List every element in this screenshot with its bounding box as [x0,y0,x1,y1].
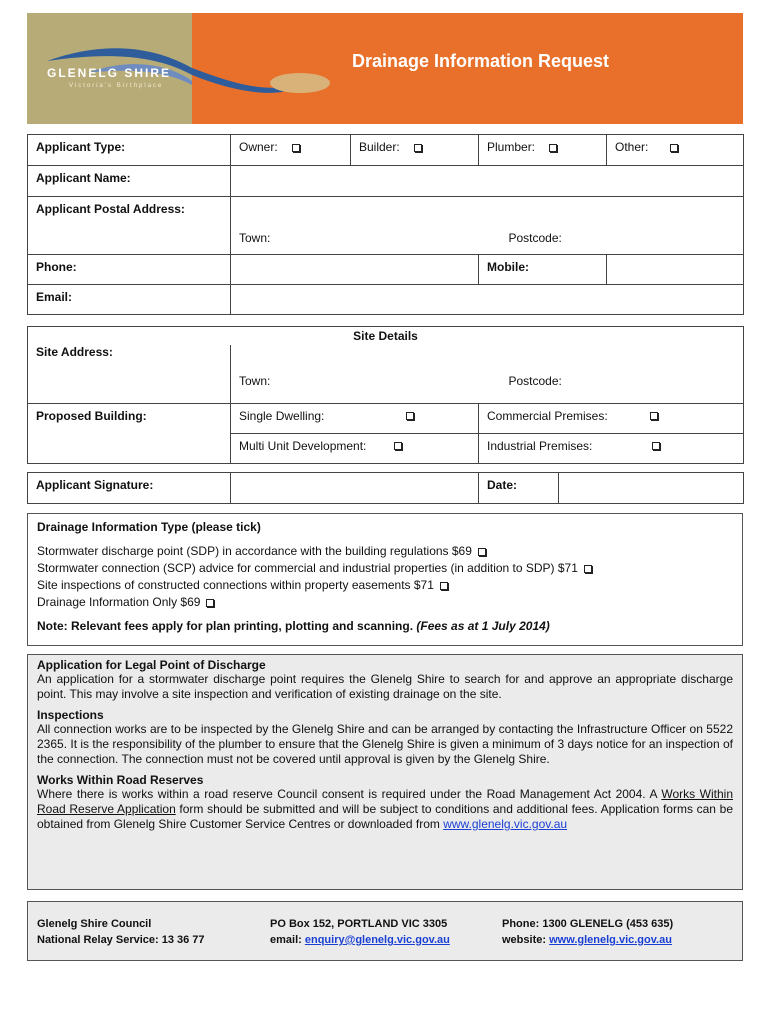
drainage-type-box [27,513,743,646]
multi-unit-option[interactable] [231,433,479,463]
single-dwelling-option[interactable] [231,403,479,433]
commercial-label: Commercial Premises: [487,408,608,423]
inspections-heading: Inspections [37,708,104,722]
applicant-table [27,134,744,315]
footer-email: email: enquiry@glenelg.vic.gov.au [270,934,450,946]
email-label: Email: [28,285,231,315]
information-box [27,654,743,890]
mobile-label: Mobile: [479,255,607,285]
site-town-label: Town: [239,374,271,388]
mobile-field[interactable] [607,255,744,285]
owner-label: Owner: [239,140,278,154]
plumber-label: Plumber: [487,140,536,154]
plumber-checkbox[interactable] [549,144,557,152]
site-details-heading: Site Details [28,327,744,346]
postal-postcode-field[interactable] [479,226,744,255]
lpd-text: An application for a stormwater discharge point requires the Glenelg Shire to search for and approve an appropriate discharge point. This may involve a site inspection and verification of existing drainage on the site. [37,672,733,701]
drainage-type-title: Drainage Information Type (please tick) [37,520,261,534]
site-address-label: Site Address: [28,345,231,365]
lpd-heading: Application for Legal Point of Discharge [37,658,266,672]
signature-field[interactable] [231,473,479,504]
drainage-item-info-only[interactable]: Drainage Information Only $69 [37,595,733,609]
sdp-checkbox[interactable] [478,548,486,556]
builder-checkbox[interactable] [414,144,422,152]
single-dwelling-label: Single Dwelling: [239,408,325,423]
postal-postcode-label: Postcode: [508,230,562,245]
site-town-field[interactable] [231,365,479,403]
footer-contact-col [270,916,450,948]
single-dwelling-checkbox[interactable] [406,412,414,420]
other-option[interactable] [607,135,744,166]
scp-checkbox[interactable] [584,565,592,573]
relay-service: National Relay Service: 13 36 77 [37,934,205,946]
website-link[interactable]: www.glenelg.vic.gov.au [443,817,568,831]
site-details-table [27,326,744,464]
wave-extension-icon [192,13,332,124]
industrial-label: Industrial Premises: [487,438,593,453]
phone-field[interactable] [231,255,479,285]
applicant-name-label: Applicant Name: [28,166,231,197]
site-address-field[interactable] [231,345,744,365]
po-box: PO Box 152, PORTLAND VIC 3305 [270,918,448,930]
info-only-checkbox[interactable] [206,599,214,607]
logo-name: GLENELG SHIRE [47,66,172,80]
logo-tagline: Victoria's Birthplace [69,83,164,89]
glenelg-logo [27,13,192,124]
drainage-item-scp[interactable]: Stormwater connection (SCP) advice for commercial and industrial properties (in addition to SDP) $71 [37,561,733,575]
drainage-item-sdp[interactable]: Stormwater discharge point (SDP) in accordance with the building regulations $69 [37,544,733,558]
footer-phone: Phone: 1300 GLENELG (453 635) [502,918,674,930]
drainage-item-inspection[interactable]: Site inspections of constructed connections within property easements $71 [37,578,733,592]
applicant-type-label: Applicant Type: [28,135,231,166]
fees-note: Note: Relevant fees apply for plan printing, plotting and scanning. (Fees as at 1 July 2014) [37,619,550,633]
other-checkbox[interactable] [670,144,678,152]
email-field[interactable] [231,285,744,315]
header-banner [192,13,743,124]
page-title: Drainage Information Request [352,51,610,71]
inspections-text: All connection works are to be inspected by the Glenelg Shire and can be arranged by contacting the Infrastructure Officer on 5522 2365. It is the responsibility of the plumber to ensure that the Glenelg Shire is given a minimum of 3 days notice for an inspection of the connection. The connection must not be covered until approval is given by the Glenelg Shire. [37,722,733,766]
signature-label: Applicant Signature: [28,473,231,504]
commercial-checkbox[interactable] [650,412,658,420]
postal-address-field[interactable] [231,197,744,226]
other-label: Other: [615,140,649,154]
road-reserves-heading: Works Within Road Reserves [37,773,204,787]
footer-website: website: www.glenelg.vic.gov.au [502,934,672,946]
applicant-name-field[interactable] [231,166,744,197]
page-header [27,13,743,124]
footer [27,901,743,961]
multi-unit-checkbox[interactable] [394,442,402,450]
footer-website-link[interactable]: www.glenelg.vic.gov.au [549,934,672,946]
postal-town-label: Town: [239,230,271,245]
inspection-checkbox[interactable] [440,582,448,590]
plumber-option[interactable] [479,135,607,166]
commercial-option[interactable] [479,403,744,433]
builder-label: Builder: [359,140,400,154]
site-postcode-field[interactable] [479,365,744,403]
owner-option[interactable] [231,135,351,166]
signature-table [27,472,744,504]
date-field[interactable] [559,473,744,504]
industrial-option[interactable] [479,433,744,463]
date-label: Date: [479,473,559,504]
industrial-checkbox[interactable] [652,442,660,450]
postal-town-field[interactable] [231,226,479,255]
road-reserves-text: Where there is works within a road reserve Council consent is required under the Road Management Act 2004. A Works Within Road Reserve Application form should be submitted and will be subject to conditions and additional fees. Application forms can be obtained from Glenelg Shire Customer Service Centres or downloaded from www.glenelg.vic.gov.au [37,787,733,831]
postal-address-label: Applicant Postal Address: [28,197,231,226]
owner-checkbox[interactable] [292,144,300,152]
proposed-building-label: Proposed Building: [28,403,231,433]
phone-label: Phone: [28,255,231,285]
multi-unit-label: Multi Unit Development: [239,438,367,453]
council-name: Glenelg Shire Council [37,918,152,930]
road-reserve-form-link[interactable]: Works Within Road Reserve Application [37,787,733,816]
footer-council-col [37,916,205,948]
site-postcode-label: Postcode: [508,374,562,388]
footer-phone-col [502,916,673,948]
builder-option[interactable] [351,135,479,166]
email-link[interactable]: enquiry@glenelg.vic.gov.au [304,934,450,946]
